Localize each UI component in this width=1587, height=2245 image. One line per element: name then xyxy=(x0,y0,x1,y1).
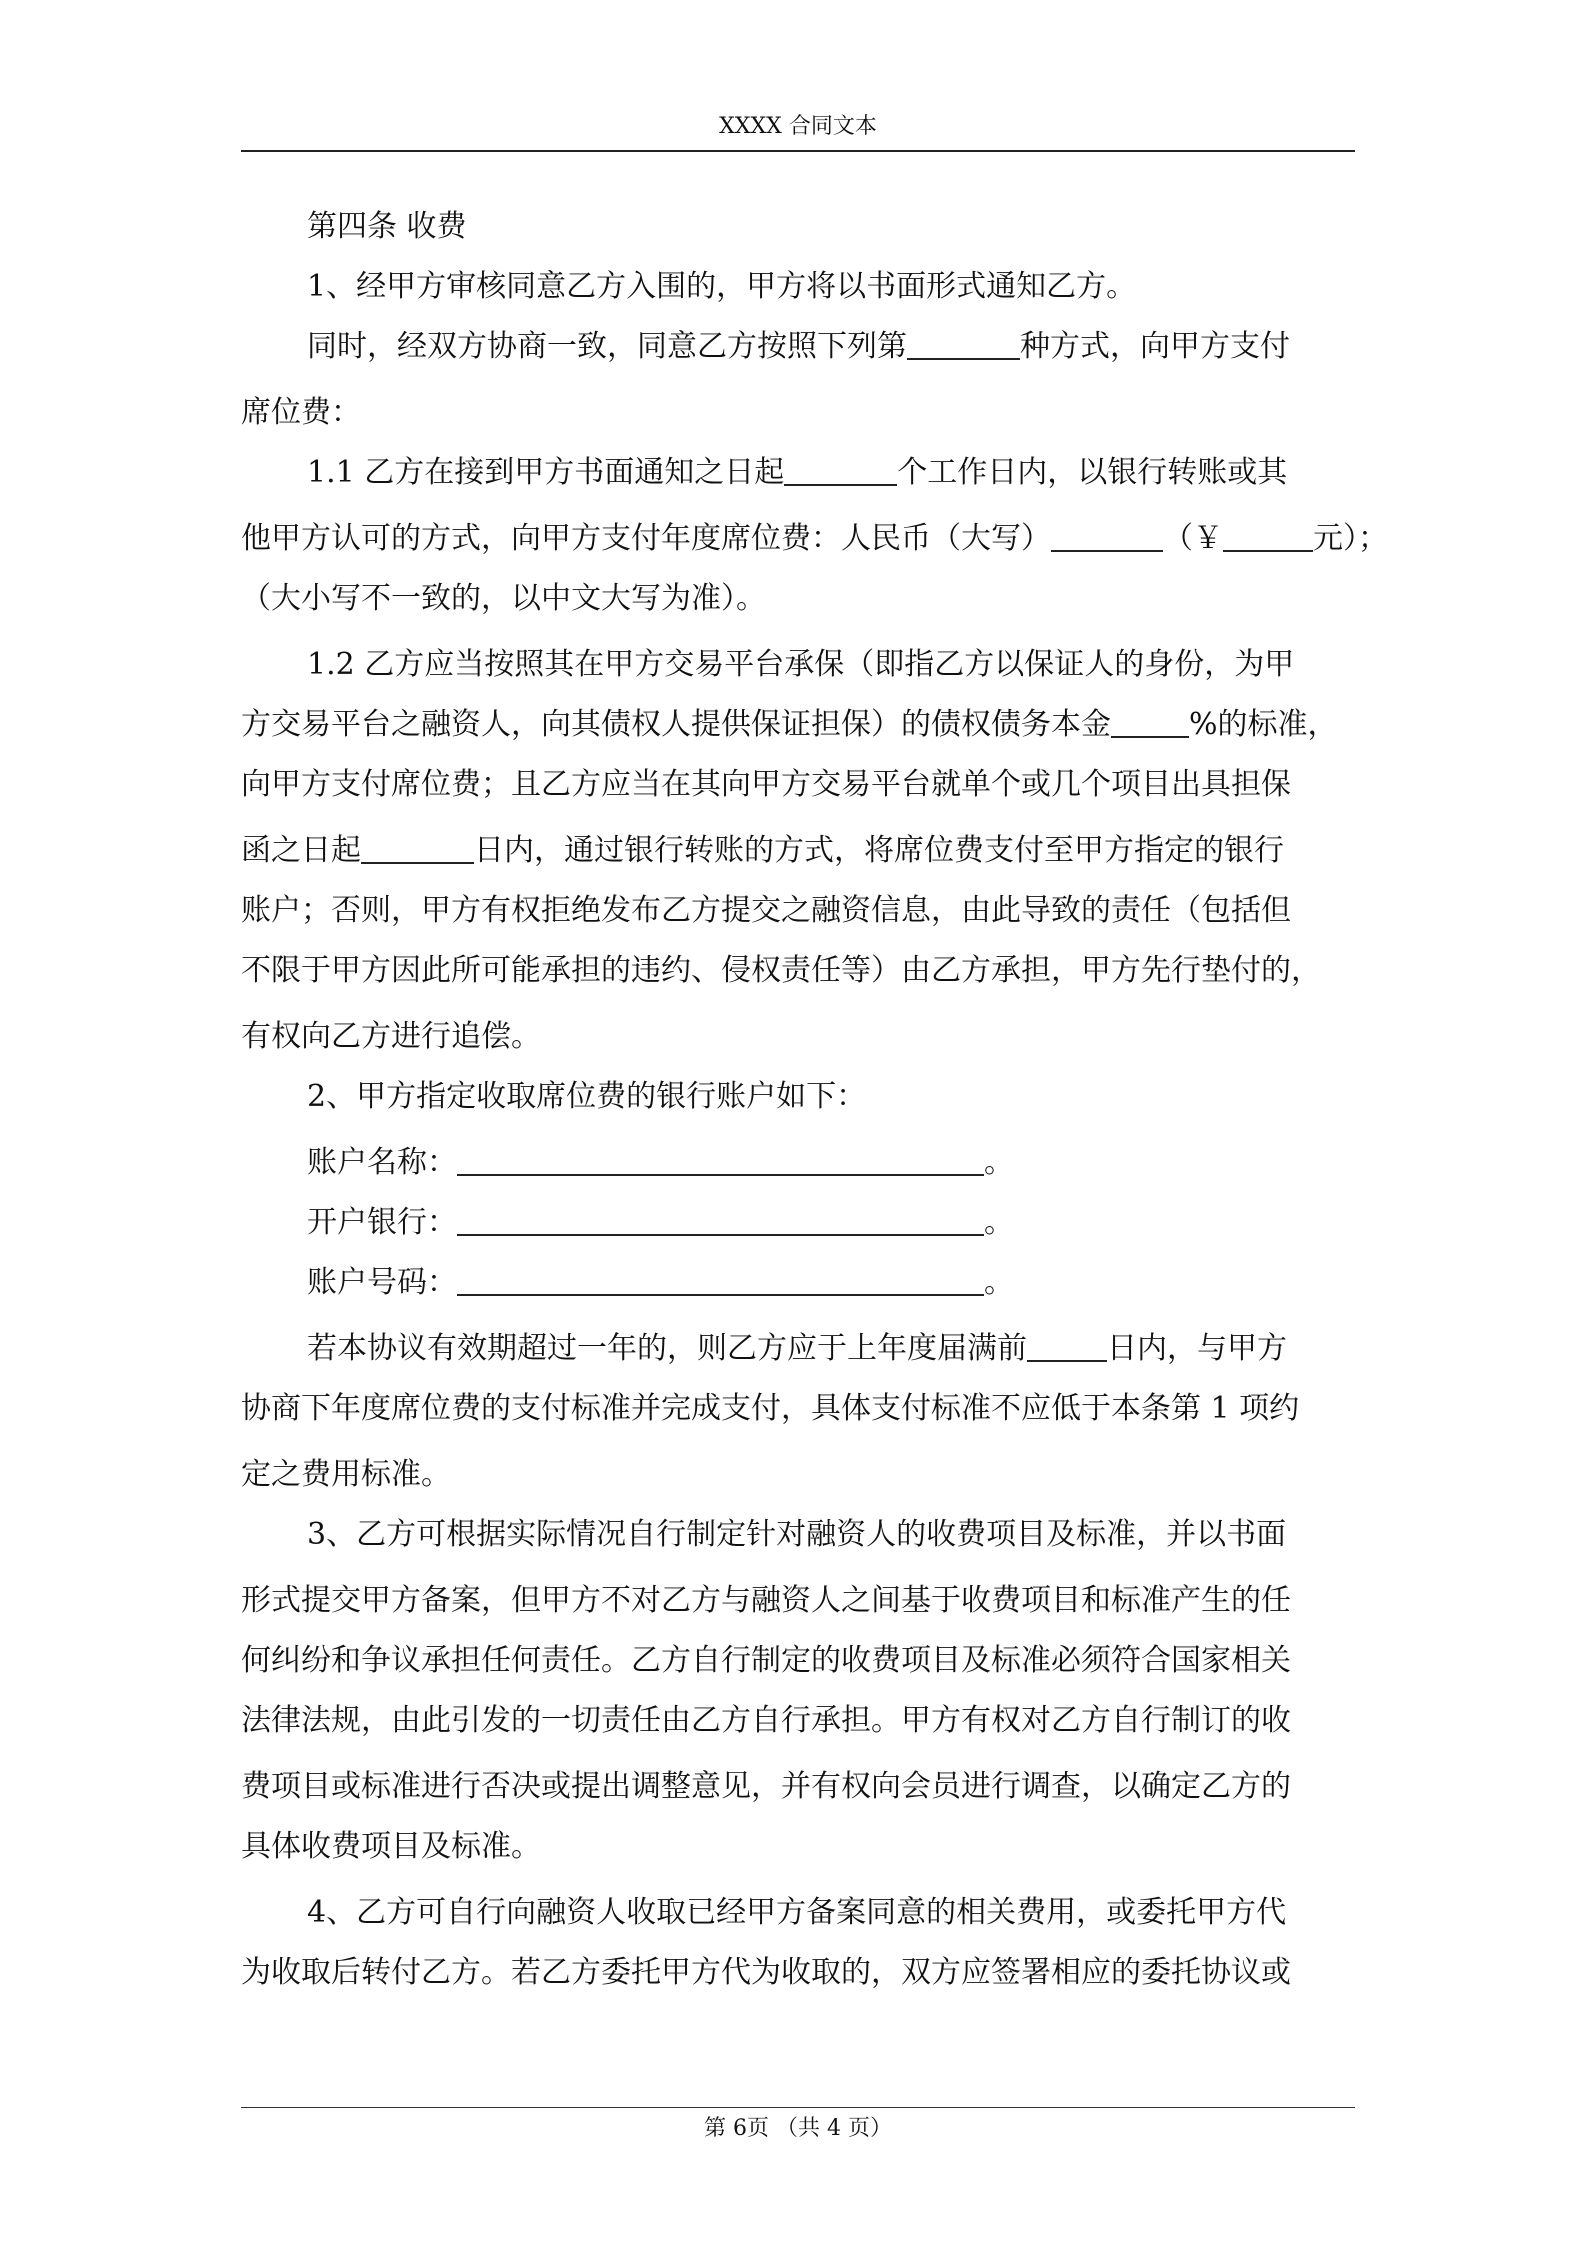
paragraph-4-line-1: 1.2 乙方应当按照其在甲方交易平台承保（即指乙方以保证人的身份，为甲 xyxy=(307,647,1295,682)
header-title: XXXX 合同文本 xyxy=(719,114,877,139)
page-footer xyxy=(241,2114,1355,2144)
account-number-blank xyxy=(457,1264,984,1296)
paragraph-4-line-7: 有权向乙方进行追偿。 xyxy=(241,1019,541,1054)
paragraph-8-line-1: 4、乙方可自行向融资人收取已经甲方备案同意的相关费用，或委托甲方代 xyxy=(307,1895,1287,1930)
account-number-label: 账户号码： xyxy=(307,1265,457,1300)
footer-divider xyxy=(241,2107,1355,2108)
paragraph-7-line-6: 具体收费项目及标准。 xyxy=(241,1829,541,1864)
paragraph-2-line-2: 席位费： xyxy=(241,395,361,430)
paragraph-7-line-5: 费项目或标准进行否决或提出调整意见，并有权向会员进行调查，以确定乙方的 xyxy=(241,1769,1291,1804)
paragraph-7-line-3: 何纠纷和争议承担任何责任。乙方自行制定的收费项目及标准必须符合国家相关 xyxy=(241,1643,1291,1678)
paragraph-1: 1、经甲方审核同意乙方入围的，甲方将以书面形式通知乙方。 xyxy=(307,269,1137,304)
account-name-blank xyxy=(457,1144,984,1176)
paragraph-3-line-2: 他甲方认可的方式，向甲方支付年度席位费：人民币（大写） （￥ 元）； xyxy=(241,521,1388,556)
expiry-days-blank xyxy=(1027,1330,1107,1362)
workdays-blank xyxy=(784,454,897,486)
amount-number-blank xyxy=(1223,520,1313,552)
paragraph-4-line-6: 不限于甲方因此所可能承担的违约、侵权责任等）由乙方承担，甲方先行垫付的， xyxy=(241,953,1321,988)
paragraph-6-line-1: 若本协议有效期超过一年的，则乙方应于上年度届满前 日内，与甲方 xyxy=(307,1331,1287,1366)
page-header xyxy=(241,112,1355,152)
paragraph-3-line-3: （大小写不一致的，以中文大写为准）。 xyxy=(241,581,766,616)
account-bank-row: 开户银行： 。 xyxy=(307,1205,1014,1240)
paragraph-6-line-3: 定之费用标准。 xyxy=(241,1457,451,1492)
paragraph-7-line-1: 3、乙方可根据实际情况自行制定针对融资人的收费项目及标准，并以书面 xyxy=(307,1517,1287,1552)
amount-words-blank xyxy=(1051,520,1163,552)
account-number-row: 账户号码： 。 xyxy=(307,1265,1014,1300)
paragraph-4-line-2: 方交易平台之融资人，向其债权人提供保证担保）的债权债务本金 %的标准， xyxy=(241,707,1338,742)
paragraph-2-line-1: 同时，经双方协商一致，同意乙方按照下列第 种方式，向甲方支付 xyxy=(307,329,1290,364)
account-bank-label: 开户银行： xyxy=(307,1205,457,1240)
account-name-label: 账户名称： xyxy=(307,1145,457,1180)
paragraph-5: 2、甲方指定收取席位费的银行账户如下： xyxy=(307,1079,867,1114)
percentage-blank xyxy=(1111,706,1189,738)
account-bank-blank xyxy=(457,1204,984,1236)
article-title: 第四条 收费 xyxy=(307,209,467,244)
paragraph-7-line-4: 法律法规，由此引发的一切责任由乙方自行承担。甲方有权对乙方自行制订的收 xyxy=(241,1703,1291,1738)
days-blank xyxy=(361,832,474,864)
paragraph-4-line-5: 账户；否则，甲方有权拒绝发布乙方提交之融资信息，由此导致的责任（包括但 xyxy=(241,893,1291,928)
paragraph-6-line-2: 协商下年度席位费的支付标准并完成支付，具体支付标准不应低于本条第 1 项约 xyxy=(241,1391,1300,1426)
paragraph-4-line-4: 函之日起 日内，通过银行转账的方式，将席位费支付至甲方指定的银行 xyxy=(241,833,1284,868)
page-number: 第 6页 （共 4 页） xyxy=(704,2116,892,2141)
account-name-row: 账户名称： 。 xyxy=(307,1145,1014,1180)
option-number-blank xyxy=(907,328,1020,360)
paragraph-4-line-3: 向甲方支付席位费；且乙方应当在其向甲方交易平台就单个或几个项目出具担保 xyxy=(241,767,1291,802)
paragraph-3-line-1: 1.1 乙方在接到甲方书面通知之日起 个工作日内，以银行转账或其 xyxy=(307,455,1288,490)
paragraph-7-line-2: 形式提交甲方备案，但甲方不对乙方与融资人之间基于收费项目和标准产生的任 xyxy=(241,1583,1291,1618)
paragraph-8-line-2: 为收取后转付乙方。若乙方委托甲方代为收取的，双方应签署相应的委托协议或 xyxy=(241,1955,1291,1990)
